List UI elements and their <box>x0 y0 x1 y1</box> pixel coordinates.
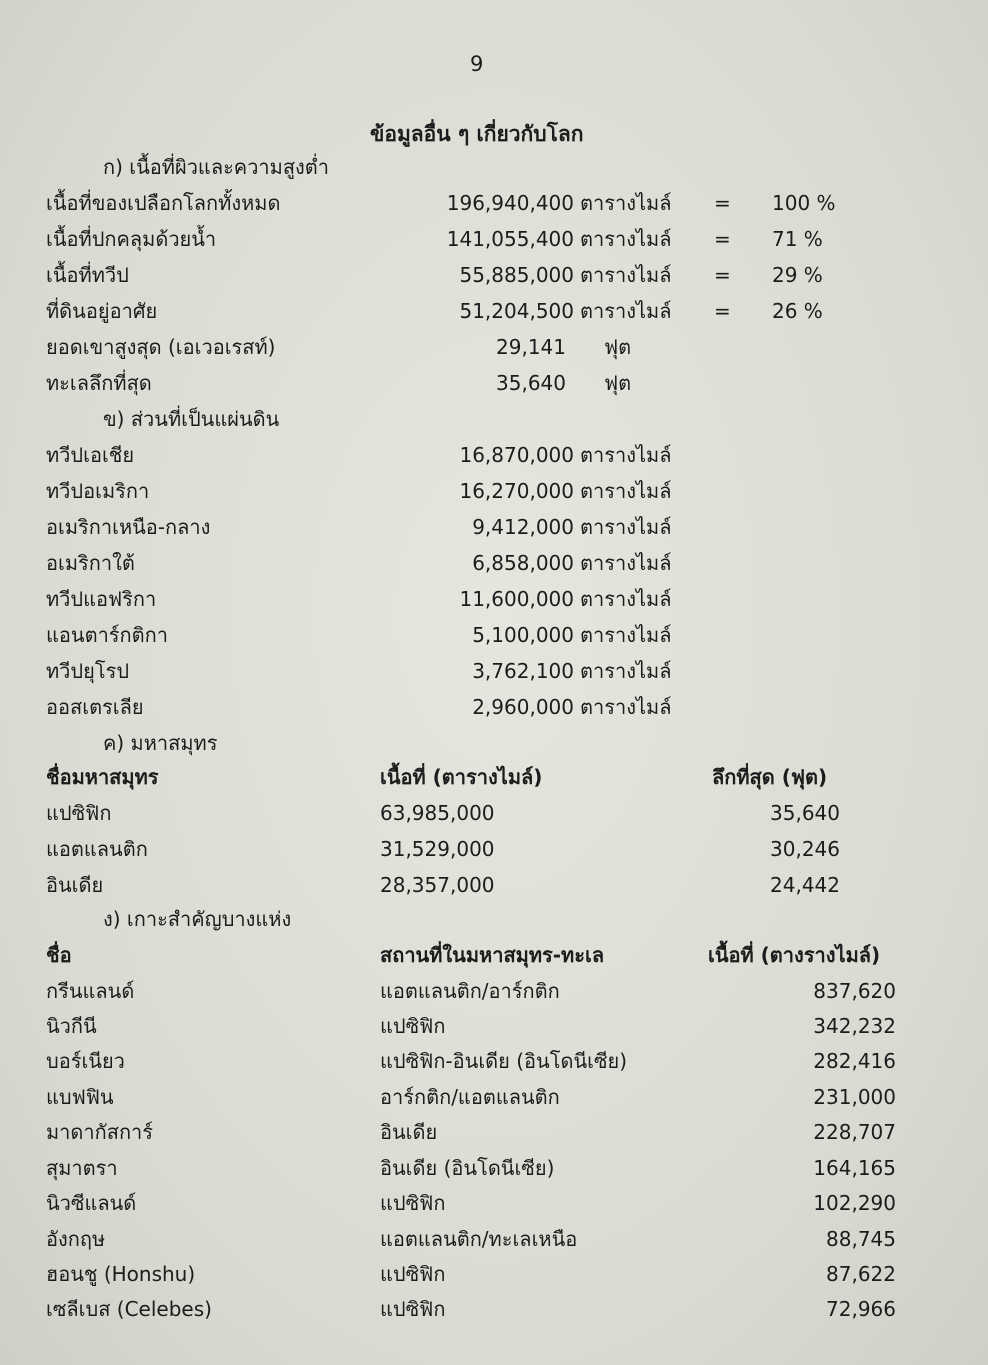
surface-value: 51,204,500 <box>459 299 574 323</box>
surface-value: 55,885,000 <box>459 263 574 287</box>
island-row <box>0 1044 988 1078</box>
surface-percent: 71 % <box>772 227 823 251</box>
island-location: แอตแลนติก/ทะเลเหนือ <box>380 1227 578 1251</box>
island-name: สุมาตรา <box>46 1156 118 1180</box>
continent-unit: ตารางไมล์ <box>580 587 672 611</box>
continent-value: 6,858,000 <box>472 551 574 575</box>
height-value: 29,141 <box>496 335 566 359</box>
island-area: 342,232 <box>813 1014 896 1038</box>
island-row <box>0 1151 988 1185</box>
continent-unit: ตารางไมล์ <box>580 623 672 647</box>
surface-row <box>0 258 988 292</box>
continent-row <box>0 618 988 652</box>
island-name: กรีนแลนด์ <box>46 979 135 1003</box>
island-location: แอตแลนติก/อาร์กติก <box>380 979 560 1003</box>
continent-label: ทวีปอเมริกา <box>46 479 150 503</box>
continent-unit: ตารางไมล์ <box>580 443 672 467</box>
island-row <box>0 1115 988 1149</box>
island-location: แปซิฟิก <box>380 1262 446 1286</box>
island-location-header: สถานที่ในมหาสมุทร-ทะเล <box>380 943 605 967</box>
surface-percent: 29 % <box>772 263 823 287</box>
continent-value: 2,960,000 <box>472 695 574 719</box>
ocean-name-header: ชื่อมหาสมุทร <box>46 765 159 789</box>
section-d-heading: ง) เกาะสำคัญบางแห่ง <box>103 907 292 931</box>
ocean-header-row <box>0 760 988 794</box>
height-row <box>0 330 988 364</box>
height-label: ยอดเขาสูงสุด (เอเวอเรสท์) <box>46 335 276 359</box>
surface-unit: ตารางไมล์ <box>580 191 672 215</box>
surface-percent: 100 % <box>772 191 836 215</box>
equals-sign: = <box>714 191 731 215</box>
surface-unit: ตารางไมล์ <box>580 227 672 251</box>
surface-percent: 26 % <box>772 299 823 323</box>
island-location: อาร์กติก/แอตแลนติก <box>380 1085 560 1109</box>
ocean-row <box>0 796 988 830</box>
continent-value: 3,762,100 <box>472 659 574 683</box>
continent-row <box>0 582 988 616</box>
island-row <box>0 1080 988 1114</box>
island-location: แปซิฟิก <box>380 1191 446 1215</box>
surface-value: 196,940,400 <box>446 191 574 215</box>
island-location: แปซิฟิก <box>380 1297 446 1321</box>
continent-label: ทวีปแอฟริกา <box>46 587 157 611</box>
continent-unit: ตารางไมล์ <box>580 479 672 503</box>
continent-value: 11,600,000 <box>459 587 574 611</box>
continent-row <box>0 474 988 508</box>
island-area: 102,290 <box>813 1191 896 1215</box>
surface-value: 141,055,400 <box>446 227 574 251</box>
island-name: อังกฤษ <box>46 1227 106 1251</box>
continent-value: 5,100,000 <box>472 623 574 647</box>
height-row <box>0 366 988 400</box>
continent-unit: ตารางไมล์ <box>580 515 672 539</box>
ocean-area-header: เนื้อที่ (ตารางไมล์) <box>380 765 543 789</box>
island-area: 228,707 <box>813 1120 896 1144</box>
ocean-name: แอตแลนติก <box>46 837 148 861</box>
island-row <box>0 1186 988 1220</box>
page-title: ข้อมูลอื่น ๆ เกี่ยวกับโลก <box>370 122 584 146</box>
ocean-row <box>0 832 988 866</box>
island-header-row <box>0 938 988 972</box>
surface-unit: ตารางไมล์ <box>580 299 672 323</box>
continent-value: 16,870,000 <box>459 443 574 467</box>
continent-unit: ตารางไมล์ <box>580 695 672 719</box>
surface-label: เนื้อที่ทวีป <box>46 263 129 287</box>
island-area: 72,966 <box>826 1297 896 1321</box>
page-number: 9 <box>470 52 484 76</box>
island-row <box>0 1292 988 1326</box>
section-a-heading: ก) เนื้อที่ผิวและความสูงต่ำ <box>103 155 330 179</box>
surface-row <box>0 222 988 256</box>
ocean-depth: 24,442 <box>770 873 840 897</box>
island-location: อินเดีย (อินโดนีเซีย) <box>380 1156 555 1180</box>
island-name: บอร์เนียว <box>46 1049 125 1073</box>
ocean-area: 28,357,000 <box>380 873 495 897</box>
section-c-heading: ค) มหาสมุทร <box>103 731 218 755</box>
island-name: นิวกีนี <box>46 1014 97 1038</box>
continent-value: 9,412,000 <box>472 515 574 539</box>
surface-unit: ตารางไมล์ <box>580 263 672 287</box>
island-name: ฮอนชู (Honshu) <box>46 1262 196 1286</box>
continent-row <box>0 690 988 724</box>
continent-label: ทวีปยุโรป <box>46 659 130 683</box>
island-row <box>0 1222 988 1256</box>
continent-label: ออสเตรเลีย <box>46 695 144 719</box>
ocean-name: แปซิฟิก <box>46 801 112 825</box>
island-name-header: ชื่อ <box>46 943 72 967</box>
equals-sign: = <box>714 263 731 287</box>
island-area: 164,165 <box>813 1156 896 1180</box>
continent-row <box>0 546 988 580</box>
continent-value: 16,270,000 <box>459 479 574 503</box>
ocean-depth: 35,640 <box>770 801 840 825</box>
island-location: แปซิฟิก <box>380 1014 446 1038</box>
equals-sign: = <box>714 299 731 323</box>
island-row <box>0 1257 988 1291</box>
ocean-row <box>0 868 988 902</box>
height-label: ทะเลลึกที่สุด <box>46 371 152 395</box>
continent-label: แอนตาร์กติกา <box>46 623 168 647</box>
surface-label: ที่ดินอยู่อาศัย <box>46 299 158 323</box>
ocean-area: 63,985,000 <box>380 801 495 825</box>
island-area: 87,622 <box>826 1262 896 1286</box>
section-b-heading-row <box>0 402 988 436</box>
island-location: อินเดีย <box>380 1120 438 1144</box>
island-area: 282,416 <box>813 1049 896 1073</box>
continent-label: อเมริกาเหนือ-กลาง <box>46 515 211 539</box>
section-d-heading-row <box>0 902 988 936</box>
surface-row <box>0 186 988 220</box>
ocean-depth: 30,246 <box>770 837 840 861</box>
continent-row <box>0 510 988 544</box>
island-area: 837,620 <box>813 979 896 1003</box>
continent-label: ทวีปเอเชีย <box>46 443 135 467</box>
section-a-heading-row <box>0 150 988 184</box>
continent-row <box>0 654 988 688</box>
section-b-heading: ข) ส่วนที่เป็นแผ่นดิน <box>103 407 280 431</box>
section-c-heading-row <box>0 726 988 760</box>
island-name: เซลีเบส (Celebes) <box>46 1297 212 1321</box>
continent-label: อเมริกาใต้ <box>46 551 135 575</box>
island-row <box>0 974 988 1008</box>
height-value: 35,640 <box>496 371 566 395</box>
surface-label: เนื้อที่ของเปลือกโลกทั้งหมด <box>46 191 281 215</box>
island-name: แบฟฟิน <box>46 1085 114 1109</box>
height-unit: ฟุต <box>604 371 632 395</box>
continent-unit: ตารางไมล์ <box>580 551 672 575</box>
surface-row <box>0 294 988 328</box>
surface-label: เนื้อที่ปกคลุมด้วยน้ำ <box>46 227 217 251</box>
island-row <box>0 1009 988 1043</box>
island-location: แปซิฟิก-อินเดีย (อินโดนีเซีย) <box>380 1049 628 1073</box>
ocean-area: 31,529,000 <box>380 837 495 861</box>
island-name: มาดากัสการ์ <box>46 1120 154 1144</box>
island-area: 88,745 <box>826 1227 896 1251</box>
island-area: 231,000 <box>813 1085 896 1109</box>
ocean-depth-header: ลึกที่สุด (ฟุต) <box>712 765 828 789</box>
equals-sign: = <box>714 227 731 251</box>
height-unit: ฟุต <box>604 335 632 359</box>
ocean-name: อินเดีย <box>46 873 104 897</box>
continent-row <box>0 438 988 472</box>
island-name: นิวซีแลนด์ <box>46 1191 137 1215</box>
island-area-header: เนื้อที่ (ตางรางไมล์) <box>708 943 881 967</box>
continent-unit: ตารางไมล์ <box>580 659 672 683</box>
